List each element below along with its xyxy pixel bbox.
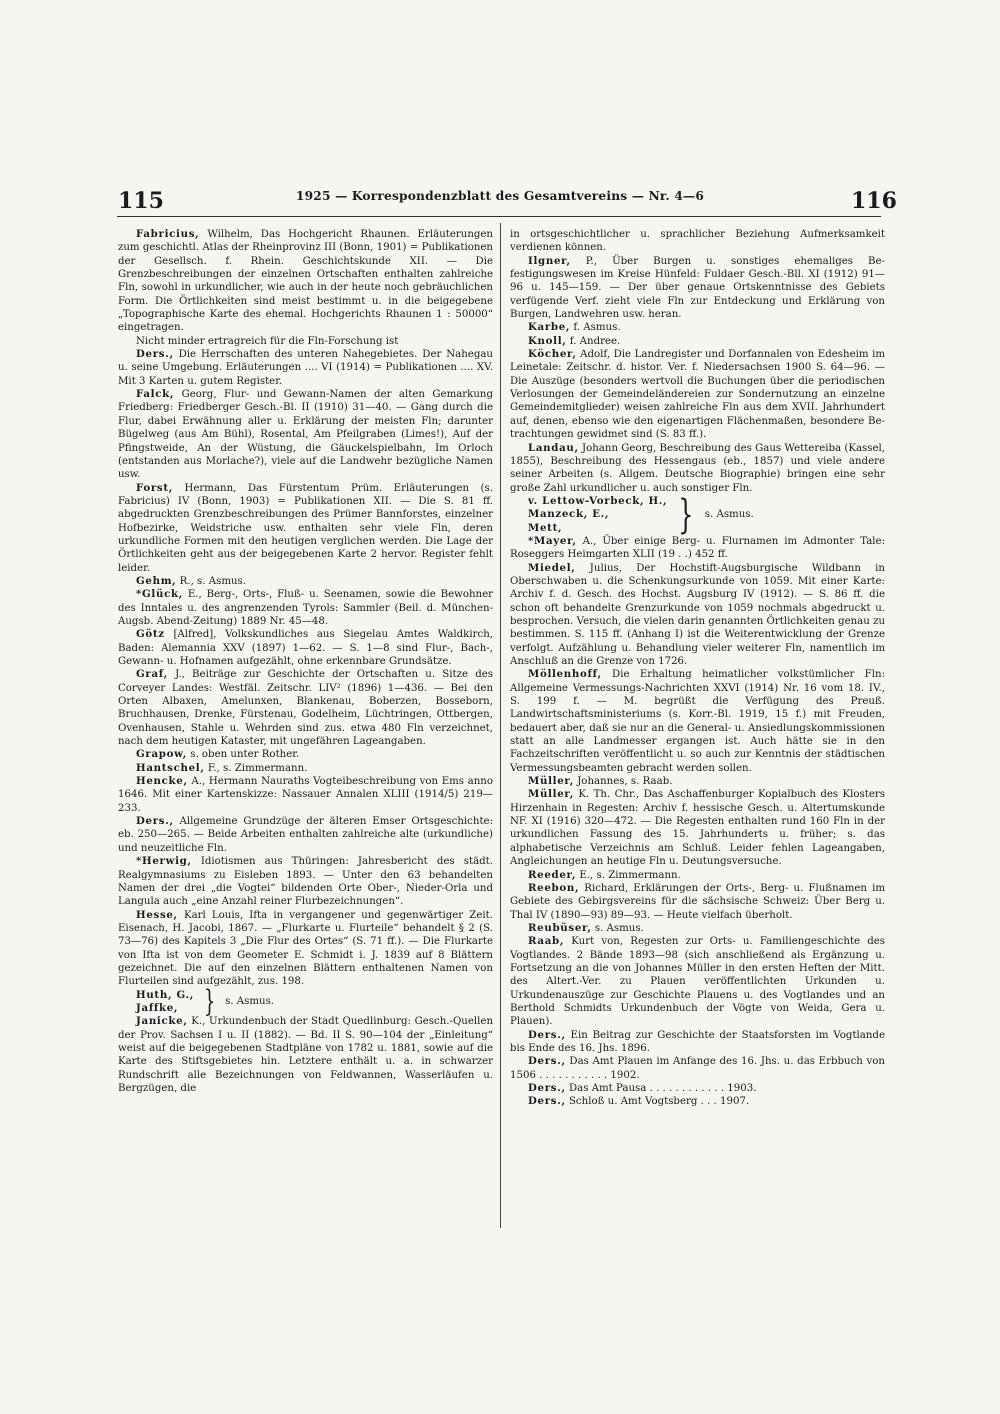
bibliography-entry (510, 668, 885, 775)
entry-text: Adolf, Die Landregister und Dorfannalen von Edesheim im Leinetale: Zeitschr. d. histor. Ver. f. Niedersachsen 1900 S. 64—96. — Die Auszüge (besonders wertvoll die Buchungen über die periodischen Verlosungen der Gemeindeländereien zur Sondernutzung an einzelne Gemeindemitglieder) weisen zahlreiche Fln aus dem XVII. Jahrhundert auf, denen, ebenso wie den eigenartigen Flächenmaßen, besondere Betrachtungen gewidmet sind (S. 83 ff.). (510, 349, 885, 441)
entry-author: Fabricius, (136, 228, 200, 240)
entry-text: E., Berg-, Orts-, Fluß- u. Seenamen, sowie die Bewohner des Inntales u. des angrenzenden Tyrols: Sammler (Beil. d. München-Augsb. Abend-Zeitung) 1889 Nr. 45—48. (118, 589, 493, 627)
entry-text: Schloß u. Amt Vogtsberg . . . 1907. (565, 1096, 750, 1108)
bibliography-entry (118, 335, 493, 348)
bibliography-entry (118, 775, 493, 815)
bibliography-entry (118, 348, 493, 388)
entry-text: Die Erhaltung heimatlicher volkstümlicher Fln: Allgemeine Vermessungs-Nachrichten XXVI (1914) Nr. 16 vom 18. IV., S. 199 f. — M. begrüßt die Verfügung des Preuß. Landwirtschaftsministeriums (s. Korr.-Bl. 1919, 15 f.) mit Freuden, bedauert aber, daß sie nur an die General- u. Ansiedlungskommissionen statt an alle Landmesser ergangen ist. Auch hätte sie in den Fachzeitschriften veröffentlicht u. so auch zur Kenntnis der städtischen Vermessungsbeamten gebracht werden sollen. (510, 669, 885, 774)
entry-text: Johann Georg, Beschreibung des Gaus Wettereiba (Kassel, 1855), Beschreibung des Hessengaus (eb., 1857) und viele andere seiner Arbeiten (s. Allgem. Deutsche Biographie) bringen eine sehr große Zahl urkundlicher u. auch sonstiger Fln. (510, 442, 885, 494)
bibliography-entry (510, 442, 885, 495)
left-column (118, 228, 493, 1095)
bibliography-entry (510, 882, 885, 922)
entry-author: Mett, (528, 521, 563, 534)
entry-author: Hesse, (136, 908, 178, 921)
bibliography-entry (510, 348, 885, 441)
entry-text: Das Amt Plauen im Anfange des 16. Jhs. u. das Erbbuch von 1506 . . . . . . . . . . . 1902. (510, 1056, 885, 1081)
brace-reference: s. Asmus. (704, 509, 754, 521)
entry-author: Ders., (528, 1082, 566, 1094)
bibliography-entry (118, 815, 493, 855)
column-rule (500, 223, 501, 1228)
entry-author: Ders., (136, 348, 174, 361)
bibliography-entry (118, 1015, 493, 1095)
entry-text: F., s. Zimmermann. (204, 762, 308, 774)
bibliography-entry (510, 1082, 885, 1095)
bibliography-entry (118, 482, 493, 575)
right-column (510, 228, 885, 1109)
brace-names (136, 989, 194, 1016)
bibliography-entry (510, 535, 885, 562)
brace-icon: } (678, 491, 694, 538)
bibliography-entry (510, 321, 885, 334)
entry-text: P., Über Burgen u. sonstiges ehemaliges Befestigungswesen im Kreise Hünfeld: Fuldaer Gesch.-Bll. XI (1912) 91—96 u. 145—159. — Der über genaue Ortskenntnisse des Gebiets verfügende Verf. zieht viele Fln zur Entdeckung und Erklärung von Burgen, Landwehren usw. heran. (510, 255, 885, 321)
entry-author: Karbe, (528, 321, 571, 334)
entry-author: Landau, (528, 441, 579, 454)
entry-text: Allgemeine Grundzüge der älteren Emser Ortsgeschichte: eb. 250—265. — Beide Arbeiten enthalten zahlreiche alte (urkundliche) und neuzeitliche Fln. (118, 816, 493, 854)
entry-author: Ders., (528, 1028, 566, 1041)
right-entries-tail (510, 535, 885, 1109)
bibliography-entry (118, 628, 493, 668)
entry-text: Nicht minder ertragreich für die Fln-Forschung ist (136, 335, 399, 347)
entry-text: s. oben unter Rother. (186, 749, 300, 761)
brace-icon: } (203, 983, 216, 1019)
bibliography-entry (510, 1055, 885, 1082)
bibliography-entry (118, 762, 493, 775)
bibliography-entry (510, 788, 885, 868)
page-number-right: 116 (851, 188, 897, 214)
entry-author: Ders., (136, 815, 174, 828)
entry-author: Grapow, (136, 748, 187, 761)
entry-text: A., Über einige Berg- u. Flurnamen im Admonter Tale: Roseggers Heimgarten XLII (19 . .) 452 ff. (510, 535, 885, 561)
entry-text: A., Hermann Nauraths Vogteibeschreibung von Ems anno 1646. Mit einer Kartenskizze: Nassauer Annalen XLIII (1914/5) 219—233. (118, 776, 493, 814)
page-number-left: 115 (118, 188, 164, 214)
entry-author: Ilgner, (528, 254, 571, 267)
entry-author: Falck, (136, 388, 175, 401)
left-brace-group (118, 983, 493, 1019)
bibliography-entry (118, 748, 493, 761)
entry-text: Wilhelm, Das Hochgericht Rhaunen. Erläuterungen zum geschichtl. Atlas der Rheinprovinz III (Bonn, 1901) = Publikationen der Gesellsch. f. Rhein. Geschichtskunde XII. — Die Grenzbeschreibungen der einzelnen Ortschaften enthalten zahlreiche Fln, sowohl in urkundlicher, wie auch in der heute noch gebräuchlichen Form. Die Örtlichkeiten sind meist bestimmt u. in die beigegebene „Topographische Karte des ehemal. Hochgerichts Rhaunen 1 : 50000“ eingetragen. (118, 229, 493, 334)
entry-author: Gehm, (136, 574, 177, 587)
bibliography-entry (118, 588, 493, 628)
entry-text: J., Beiträge zur Geschichte der Ortschaften u. Sitze des Corveyer Landes: Westfäl. Zeitschr. LIV² (1896) 1—436. — Bei den Orten Albaxen, Amelunxen, Blankenau, Boberzen, Bosseborn, Bruchhausen, Drenke, Fürstenau, Godelheim, Lüchtringen, Ottbergen, Ovenhausen, Stahle u. Wehrden sind zus. etwa 480 Fln verzeichnet, nach dem heutigen Kataster, mit ungefähren Lageangaben. (118, 669, 493, 748)
entry-text: [Alfred], Volkskundliches aus Siegelau Amtes Waldkirch, Baden: Alemannia XXV (1897) 1—62. — S. 1—8 sind Flur-, Bach-, Gewann- u. Hofnamen aufgezählt, ohne erkennbare Grundsätze. (118, 629, 493, 667)
entry-author: Manzeck, E., (528, 508, 610, 521)
entry-author: Raab, (528, 935, 565, 948)
entry-author: Hencke, (136, 775, 188, 788)
entry-author: Müller, (528, 775, 574, 788)
bibliography-entry (510, 869, 885, 882)
right-brace-group (510, 491, 885, 538)
entry-author: Ders., (528, 1095, 566, 1108)
header-rule (117, 216, 881, 217)
entry-text: f. Asmus. (570, 322, 621, 334)
entry-author: Reubüser, (528, 921, 592, 934)
entry-author: Möllenhoff, (528, 668, 602, 681)
bibliography-entry (510, 228, 885, 255)
entry-author: Ders., (528, 1055, 566, 1068)
bibliography-entry (510, 922, 885, 935)
bibliography-entry (118, 575, 493, 588)
left-entries-tail (118, 1015, 493, 1095)
bibliography-entry (510, 255, 885, 322)
entry-author: *Mayer, (528, 534, 577, 547)
entry-text: Georg, Flur- und Gewann-Namen der alten Gemarkung Friedberg: Friedberger Gesch.-Bl. II (1910) 31—40. — Gang durch die Flur, dabei Erwähnung aller u. Erklärung der meisten Fln; darunter Bügelweg (aus Am Bühl), Rosental, Am Pfeilgraben (Limes!), Auf der Pfingstweide, An der Wüstung, die Gäuckelspielbahn, Im Orloch (entstanden aus Morlache?), viele auf die Landwehr bezügliche Namen usw. (118, 389, 493, 481)
entry-text: K., Urkundenbuch der Stadt Quedlinburg: Gesch.-Quellen der Prov. Sachsen I u. II (1882). — Bd. II S. 90—104 der „Einleitung“ weist auf die beigegebenen Stadtpläne von 1782 u. 1881, sowie auf die Karte des Stiftsgebietes hin. Letztere enthält u. a. in schwarzer Rundschrift alle Bezeichnungen von Feldwannen, Wasserläufen u. Bergzügen, die (118, 1016, 493, 1094)
entry-text: Johannes, s. Raab. (573, 776, 673, 788)
entry-text: Das Amt Pausa . . . . . . . . . . . . 1903. (565, 1083, 757, 1094)
entry-text: Richard, Erklärungen der Orts-, Berg- u. Flußnamen im Gebiete des Gebirgsvereins für die sächsische Schweiz: Über Berg u. Thal IV (1890—93) 89—93. — Heute vielfach überholt. (510, 882, 885, 921)
entry-author: Reebon, (528, 881, 580, 894)
entry-author: *Glück, (136, 588, 184, 601)
bibliography-entry (510, 775, 885, 788)
brace-names (528, 495, 667, 535)
bibliography-entry (118, 909, 493, 989)
entry-text: Kurt von, Regesten zur Orts- u. Familiengeschichte des Vogtlandes. 2 Bände 1893—98 (sich anschließend als Ergänzung u. Fortsetzung an die von Johannes Müller in den ersten Heften der Mitt. des Altert.-Ver. zu Plauen veröffentlichten Urkunden u. Urkundenauszüge zur Geschichte Plauens u. des Vogtlandes und an Berthold Schmidts Urkundenbuch der Vögte von Weida, Gera u. Plauen). (510, 936, 885, 1028)
entry-text: s. Asmus. (591, 922, 644, 934)
entry-author: v. Lettow-Vorbeck, H., (528, 494, 668, 507)
brace-reference: s. Asmus. (225, 996, 275, 1008)
bibliography-entry (118, 855, 493, 908)
entry-text: f. Andree. (566, 335, 621, 347)
entry-author: Götz (136, 628, 165, 641)
entry-text: in ortsgeschichtlicher u. sprachlicher Beziehung Aufmerksamkeit verdienen können. (510, 229, 885, 254)
entry-text: Hermann, Das Fürstentum Prüm. Erläuterungen (s. Fabricius) IV (Bonn, 1903) = Publikationen XII. — Die S. 81 ff. abgedruckten Grenzbeschreibungen des Prümer Bannforstes, einzelner Hofbezirke, Weidstriche usw. enthalten sehr viele Fln, deren urkundliche Formen mit den heutigen verglichen werden. Die Lage der Örtlichkeiten geht aus der beigegebenen Karte 2 hervor. Register fehlt leider. (118, 482, 493, 574)
entry-author: Miedel, (528, 561, 576, 574)
entry-text: Die Herrschaften des unteren Nahegebietes. Der Nahegau u. seine Umgebung. Erläuterungen .... VI (1914) = Publikationen .... XV. Mit 3 Karten u. gutem Register. (118, 349, 493, 387)
bibliography-entry (118, 668, 493, 748)
bibliography-entry (510, 1095, 885, 1108)
bibliography-entry (118, 388, 493, 481)
entry-author: Knoll, (528, 334, 567, 347)
bibliography-entry (510, 1029, 885, 1056)
entry-author: Huth, G., (136, 988, 194, 1001)
right-entries (510, 228, 885, 495)
entry-author: Müller, (528, 788, 574, 801)
bibliography-entry (510, 935, 885, 1028)
entry-author: Reeder, (528, 868, 577, 881)
entry-text: Idiotismen aus Thüringen: Jahresbericht des städt. Realgymnasiums zu Eisleben 1893. — Unter den 63 behandelten Namen der drei „die Vogtei“ bildenden Orte Ober-, Nieder-Orla und Langula auch „eine Anzahl reiner Flurbezeichnungen“. (118, 856, 493, 908)
left-entries (118, 228, 493, 989)
entry-text: R., s. Asmus. (176, 575, 247, 587)
entry-text: E., s. Zimmermann. (576, 869, 681, 881)
entry-text: Ein Beitrag zur Geschichte der Staatsforsten im Vogtlande bis Ende des 16. Jhs. 1896. (510, 1029, 885, 1054)
entry-author: Hantschel, (136, 761, 205, 774)
bibliography-entry (118, 228, 493, 335)
bibliography-entry (510, 335, 885, 348)
entry-author: Graf, (136, 668, 168, 681)
running-head: 1925 — Korrespondenzblatt des Gesamtvereins — Nr. 4—6 (295, 189, 705, 203)
entry-author: Janicke, (136, 1015, 188, 1028)
bibliography-entry (510, 562, 885, 669)
entry-author: Köcher, (528, 348, 577, 361)
entry-text: Julius, Der Hochstift-Augsburgische Wildbann in Oberschwaben u. die Schenkungsurkunde von 1059. Mit einer Karte: Archiv f. d. Gesch. des Hochst. Augsburg IV (1912). — S. 86 ff. die schon oft behandelte Grenzurkunde von 1059 nochmals abgedruckt u. besprochen. Versuch, die vielen darin genannten Örtlichkeiten genau zu bestimmen. S. 115 ff. (Anhang I) ist die Weiterentwicklung der Grenze verfolgt. Aufzählung u. Behandlung vieler weiterer Fln, namentlich im Anschluß an die Grenze von 1726. (510, 562, 885, 667)
entry-text: Karl Louis, Ifta in vergangener und gegenwärtiger Zeit. Eisenach, H. Jacobi, 1867. — „Flurkarte u. Flurteile“ behandelt § 2 (S. 73—76) des Kapitels 3 „Die Flur des Ortes“ (S. 71 ff.). — Die Flurkarte von Ifta ist von dem Geometer E. Schmidt i. J. 1839 auf 8 Blättern gezeichnet. Die auf den einzelnen Blättern enthaltenen Namen von Flurteilen sind aufgezählt, zus. 198. (118, 909, 493, 988)
entry-author: Forst, (136, 481, 174, 494)
entry-text: K. Th. Chr., Das Aschaffenburger Kopialbuch des Klosters Hirzenhain in Regesten: Archiv f. hessische Gesch. u. Altertumskunde NF. XI (1916) 320—472. — Die Regesten enthalten rund 160 Fln in der urkundlichen Fassung des 15. Jahrhunderts u. früher; s. das alphabetische Verzeichnis am Schluß. Leider fehlen Lageangaben, Angleichungen an heutige Fln u. Deutungsversuche. (510, 789, 885, 868)
entry-author: Jaffke, (136, 1001, 179, 1014)
entry-author: *Herwig, (136, 855, 192, 868)
